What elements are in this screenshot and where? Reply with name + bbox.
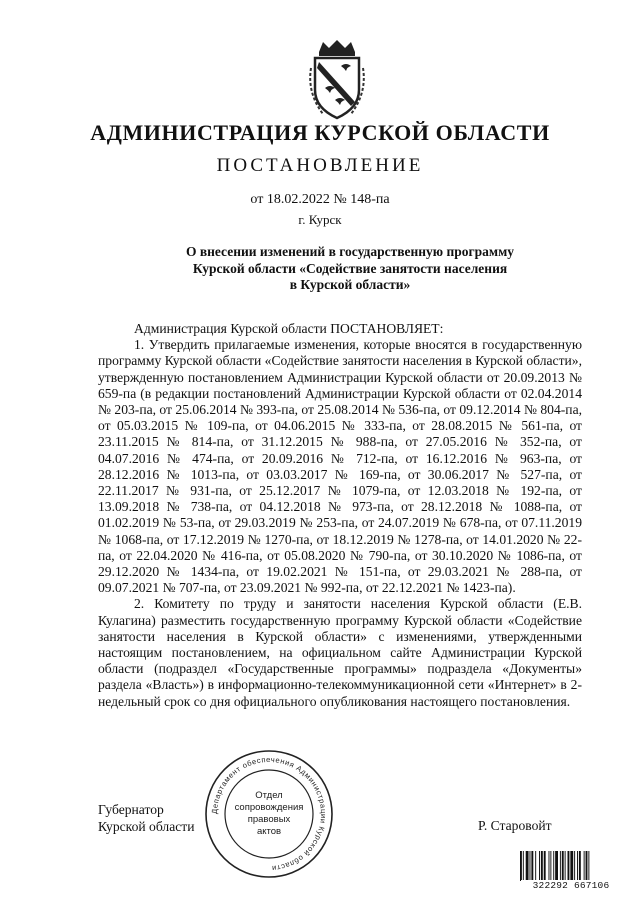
document-body [98, 321, 582, 710]
barcode-bar [574, 851, 575, 881]
barcode-bar [549, 851, 550, 881]
signatory-name: Р. Старовойт [478, 818, 552, 833]
stamp-line: актов [256, 826, 282, 837]
barcode-bar [579, 851, 581, 881]
body-item-1: 1. Утвердить прилагаемые изменения, которые вносятся в государственную программу Курской области «Содействие занятости населения в Курской области», утвержденную постановлением Администрации Курской области от 20.09.2013 № 659-па (в редакции постановлений Администрации Курской области от 02.04.2014 № 203-па, от 25.06.2014 № 393-па, от 25.08.2014 № 536-па, от 09.12.2014 № 804-па, от 05.03.2015 № 109-па, от 04.06.2015 № 333-па, от 28.08.2015 № 561-па, от 23.11.2015 № 814-па, от 31.12.2015 № 988-па, от 27.05.2016 № 352-па, от 04.07.2016 № 474-па, от 20.09.2016 № 712-па, от 16.12.2016 № 963-па, от 28.12.2016 № 1013-па, от 03.03.2017 № 169-па, от 30.06.2017 № 527-па, от 22.11.2017 № 931-па, от 25.12.2017 № 1079-па, от 12.03.2018 № 192-па, от 13.09.2018 № 738-па, от 04.12.2018 № 973-па, от 28.12.2018 № 1088-па, от 01.02.2019 № 53-па, от 29.03.2019 № 253-па, от 24.07.2019 № 678-па, от 07.11.2019 № 1068-па, от 17.12.2019 № 1270-па, от 18.12.2019 № 1278-па, от 14.01.2020 № 22-па, от 22.04.2020 № 416-па, от 05.08.2020 № 790-па, от 30.10.2020 № 1086-па, от 29.12.2020 № 1434-па, от 19.02.2021 № 151-па, от 29.03.2021 № 288-па, от 09.07.2021 № 707-па, от 23.09.2021 № 992-па, от 22.12.2021 № 1423-па). [98, 337, 582, 596]
barcode-bar [550, 851, 551, 881]
organization-name: АДМИНИСТРАЦИЯ КУРСКОЙ ОБЛАСТИ [90, 120, 550, 145]
barcode-bar [530, 851, 531, 881]
barcode-bar [588, 851, 589, 881]
barcode-bar [584, 851, 585, 881]
body-item-2: 2. Комитету по труду и занятости населения Курской области (Е.В. Кулагина) разместить государственную программу Курской области «Содействие занятости населения в Курской области» с изменениями, утвержденными настоящим постановлением, на официальном сайте Администрации Курской области (подраздел «Государственные программы» подраздела «Документы» раздела «Власть») в информационно-телекоммуникационной сети «Интернет» в 2-недельный срок со дня официального опубликования настоящего постановления. [98, 596, 582, 709]
barcode-bar [535, 851, 536, 881]
barcode-bar [555, 851, 558, 881]
document-type: ПОСТАНОВЛЕНИЕ [216, 155, 424, 176]
document-city: г. Курск [298, 212, 342, 227]
stamp-center-text [228, 790, 310, 838]
barcode-bar [553, 851, 554, 881]
position-line: Курской области [98, 819, 195, 834]
barcode-bar [526, 851, 529, 881]
barcode-bar [539, 851, 540, 881]
document-title [140, 244, 560, 294]
title-line: О внесении изменений в государственную программу [185, 244, 515, 259]
barcode-bar [560, 851, 561, 881]
barcode-bar [531, 851, 533, 881]
stamp-line: Отдел [255, 790, 283, 801]
barcode-bar [523, 851, 524, 881]
barcode-bar [562, 851, 564, 881]
document-date-number: от 18.02.2022 № 148-па [250, 192, 390, 207]
signatory-position [98, 801, 195, 835]
barcode-number: 322292 667106 [521, 880, 621, 891]
barcode-bar [568, 851, 570, 881]
barcode-bar [541, 851, 543, 881]
barcode-bar [570, 851, 573, 881]
stamp-ring-text: Департамент обеспечения Администрации Курской области [209, 754, 329, 873]
title-line: Курской области «Содействие занятости населения [192, 260, 508, 276]
title-line: в Курской области» [289, 277, 411, 292]
barcode-bar [520, 851, 522, 881]
stamp-line: сопровождения [234, 802, 304, 813]
body-intro: Администрация Курской области ПОСТАНОВЛЯЕТ: [134, 321, 444, 336]
barcode-bar [544, 851, 546, 881]
barcode-bar [577, 851, 578, 881]
barcode-bar [565, 851, 566, 881]
position-line: Губернатор [98, 802, 164, 817]
stamp-line: правовых [247, 814, 291, 825]
barcode-bar [586, 851, 588, 881]
kursk-coat-of-arms-icon [305, 38, 369, 122]
